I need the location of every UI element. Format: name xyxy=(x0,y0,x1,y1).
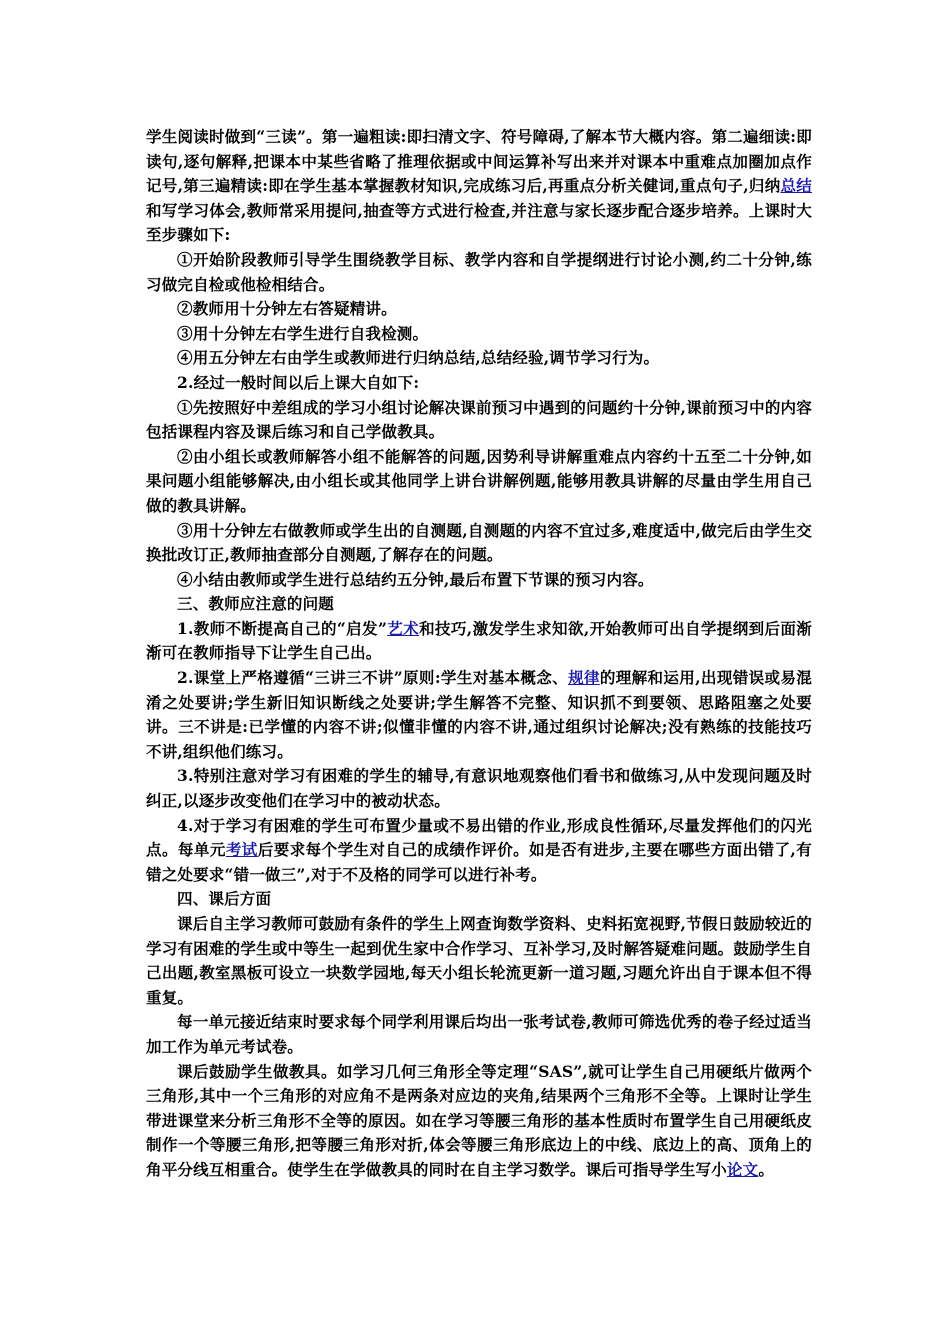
text-segment: 3.特别注意对学习有困难的学生的辅导,有意识地观察他们看书和做练习,从中发现问题及时纠正,以逐步改变他们在学习中的被动状态。 xyxy=(146,766,812,811)
paragraph-after-class-1 xyxy=(146,912,812,1010)
text-segment: ②由小组长或教师解答小组不能解答的问题,因势利导讲解重难点内容约十五至二十分钟,如果问题小组能够解决,由小组长或其他同学上讲台讲解例题,能够用教具讲解的尽量由学生用自己做的教具讲解。 xyxy=(146,446,812,515)
text-segment: 后要求每个学生对自己的成绩作评价。如是否有进步,主要在哪些方面出错了,有错之处要求“错一做三”,对于不及格的同学可以进行补考。 xyxy=(146,840,812,884)
text-segment: 的理解和运用,出现错误或易混淆之处要讲;学生新旧知识断线之处要讲;学生解答不完整、知识抓不到要领、思路阻塞之处要讲。三不讲是:已学懂的内容不讲;似懂非懂的内容不讲,通过组织讨论解决;没有熟练的技能技巧不讲,组织他们练习。 xyxy=(146,668,812,761)
text-segment: 4.对于学习有困难的学生可布置少量或不易出错的作业,形成良性循环,尽量发挥他们的闪光点。每单元 xyxy=(146,815,812,860)
paragraph-later-step-2 xyxy=(146,445,812,519)
link-art[interactable]: 艺术 xyxy=(387,618,420,638)
link-exam[interactable]: 考试 xyxy=(225,840,258,860)
text-segment: 1.教师不断提高自己的“启发” xyxy=(177,618,388,638)
text-segment: ④小结由教师或学生进行总结约五分钟,最后布置下节课的预习内容。 xyxy=(177,569,654,589)
text-segment: ①先按照好中差组成的学习小组讨论解决课前预习中遇到的问题约十分钟,课前预习中的内容包括课程内容及课后练习和自己学做教具。 xyxy=(146,397,812,442)
document-body xyxy=(146,125,812,1183)
text-segment: 课后自主学习教师可鼓励有条件的学生上网查询数学资料、史料拓宽视野,节假日鼓励较近的学习有困难的学生或中等生一起到优生家中合作学习、互补学习,及时解答疑难问题。鼓励学生自己出题,教室黑板可设立一块数学园地,每天小组长轮流更新一道习题,习题允许出自于课本但不得重复。 xyxy=(146,914,812,1007)
text-segment: 课后鼓励学生做教具。如学习几何三角形全等定理“SAS”,就可让学生自己用硬纸片做两个三角形,其中一个三角形的对应角不是两条对应边的夹角,结果两个三角形不全等。上课时让学生带进课堂来分析三角形不全等的原因。如在学习等腰三角形的基本性质时布置学生自己用硬纸皮制作一个等腰三角形,把等腰三角形对折,体会等腰三角形底边上的中线、底边上的高、顶角上的角平分线互相重合。使学生在学做教具的同时在自主学习数学。课后可指导学生写小 xyxy=(146,1061,812,1179)
text-segment: ①开始阶段教师引导学生围绕教学目标、教学内容和自学提纲进行讨论小测,约二十分钟,练习做完自检或他检相结合。 xyxy=(146,249,812,294)
text-segment: ③用十分钟左右做教师或学生出的自测题,自测题的内容不宜过多,难度适中,做完后由学生交换批改订正,教师抽查部分自测题,了解存在的问题。 xyxy=(146,520,812,565)
link-summary[interactable]: 总结 xyxy=(780,176,812,196)
link-rules[interactable]: 规律 xyxy=(568,668,600,688)
text-segment: 2.课堂上严格遵循“三讲三不讲”原则:学生对基本概念、 xyxy=(177,668,569,688)
paragraph-step-3 xyxy=(146,322,812,347)
paragraph-step-1 xyxy=(146,248,812,297)
link-thesis[interactable]: 论文 xyxy=(726,1159,759,1179)
paragraph-later-step-1 xyxy=(146,396,812,445)
paragraph-reading-method xyxy=(146,125,812,248)
text-segment: 。 xyxy=(758,1159,775,1179)
paragraph-step-4 xyxy=(146,346,812,371)
section-heading-teacher-issues xyxy=(146,592,812,617)
paragraph-issue-3 xyxy=(146,764,812,813)
paragraph-later-stage xyxy=(146,371,812,396)
text-segment: 三、教师应注意的问题 xyxy=(177,594,335,614)
paragraph-later-step-4 xyxy=(146,568,812,593)
text-segment: ③用十分钟左右学生进行自我检测。 xyxy=(177,323,429,343)
paragraph-after-class-3 xyxy=(146,1060,812,1183)
text-segment: ④用五分钟左右由学生或教师进行归纳总结,总结经验,调节学习行为。 xyxy=(177,348,660,368)
paragraph-after-class-2 xyxy=(146,1010,812,1059)
text-segment: ②教师用十分钟左右答疑精讲。 xyxy=(177,299,397,319)
text-segment: 和技巧,激发学生求知欲,开始教师可出自学提纲到后面渐渐可在教师指导下让学生自己出。 xyxy=(146,618,812,663)
paragraph-issue-4 xyxy=(146,814,812,888)
paragraph-step-2 xyxy=(146,297,812,322)
text-segment: 四、课后方面 xyxy=(177,889,272,909)
text-segment: 每一单元接近结束时要求每个同学利用课后均出一张考试卷,教师可筛选优秀的卷子经过适当加工作为单元考试卷。 xyxy=(146,1012,812,1056)
section-heading-after-class xyxy=(146,887,812,912)
paragraph-issue-1 xyxy=(146,617,812,666)
paragraph-later-step-3 xyxy=(146,519,812,568)
paragraph-issue-2 xyxy=(146,666,812,764)
text-segment: 学生阅读时做到“三读”。第一遍粗读:即扫清文字、符号障碍,了解本节大概内容。第二遍细读:即读句,逐句解释,把课本中某些省略了推理依据或中间运算补写出来并对课本中重难点加圈加点作记号,第三遍精读:即在学生基本掌握教材知识,完成练习后,再重点分析关健词,重点句子,归纳 xyxy=(146,127,812,196)
text-segment: 和写学习体会,教师常采用提问,抽查等方式进行检查,并注意与家长逐步配合逐步培养。上课时大至步骤如下: xyxy=(146,200,812,245)
text-segment: 2.经过一般时间以后上课大自如下: xyxy=(177,372,420,392)
